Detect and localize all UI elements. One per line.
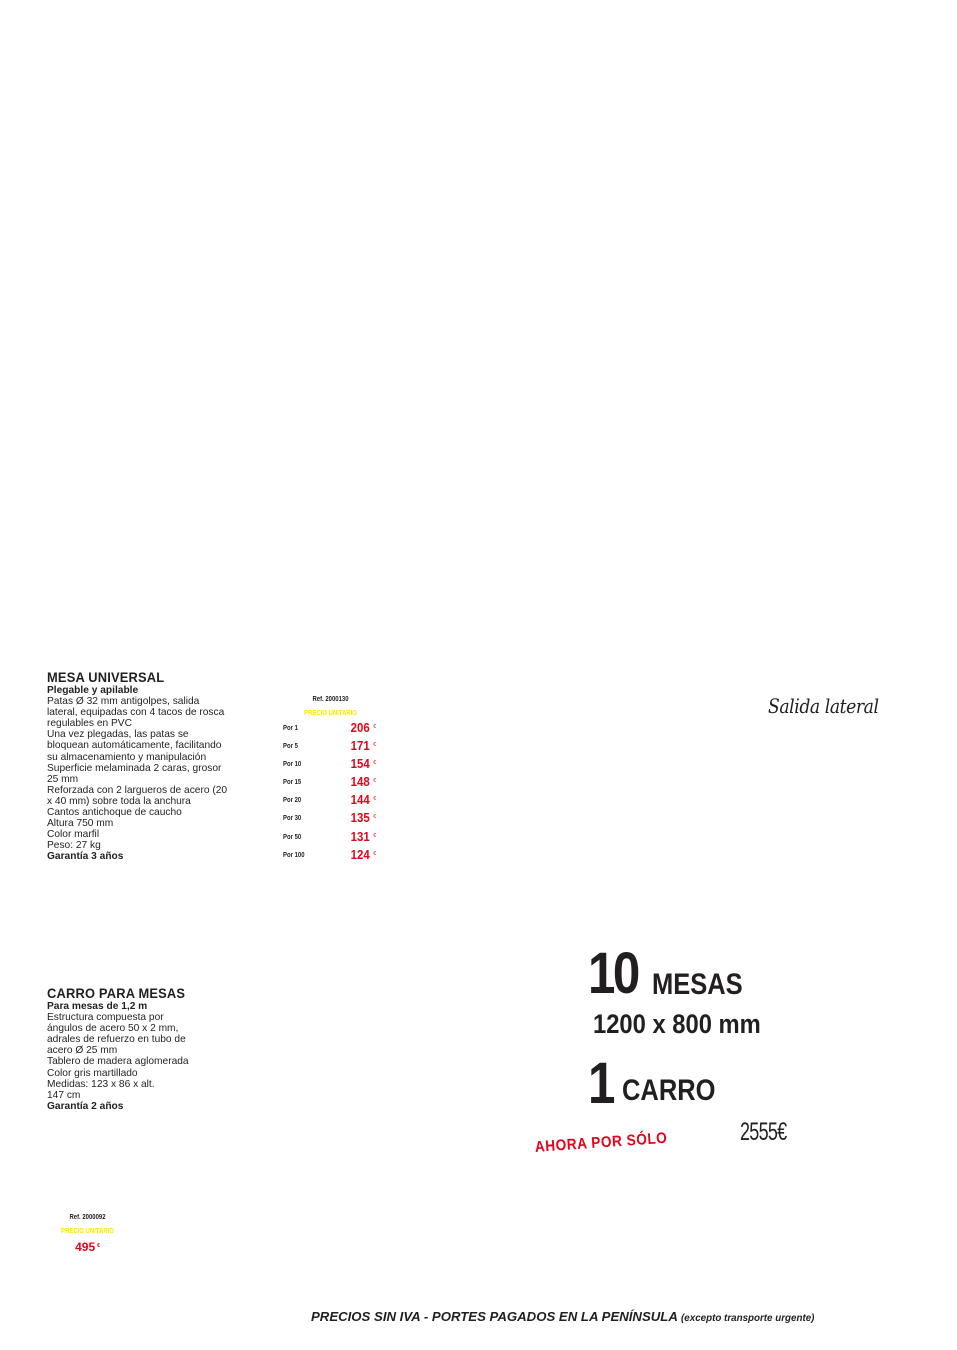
carro-line: adrales de refuerzo en tubo de [47,1034,186,1046]
price-row [283,756,378,774]
mesa-line: Patas Ø 32 mm antigolpes, salida [47,696,200,708]
mesa-line: Reforzada con 2 largueros de acero (20 [47,784,228,796]
carro-price-value: 495 [75,1240,96,1254]
carro-line: Color gris martillado [47,1067,138,1079]
price-row [283,829,378,847]
offer-carro-label: CARRO [622,1074,716,1107]
currency-symbol: € [373,760,376,767]
carro-description [47,1012,237,1112]
mesa-line: 25 mm [47,773,79,785]
price-value: 148 [350,774,370,790]
mesa-unit-price-label: PRECIO UNITARIO [304,710,357,717]
carro-line: ángulos de acero 50 x 2 mm, [47,1023,179,1035]
carro-price [45,1238,130,1255]
price-row [283,774,378,792]
mesa-line: regulables en PVC [47,718,132,730]
currency-symbol: € [97,1243,100,1249]
price-row [283,847,378,865]
price-row [283,792,378,810]
mesa-universal-block [47,669,267,863]
carro-price-block [45,1213,130,1255]
mesa-line: lateral, equipadas con 4 tacos de rosca [47,707,225,719]
footer-small: (excepto transporte urgente) [681,1313,815,1324]
price-qty: Por 50 [283,833,302,841]
price-qty: Por 30 [283,815,302,823]
currency-symbol: € [373,742,376,749]
mesa-ref: Ref. 2000130 [312,696,349,703]
currency-symbol: € [373,796,376,803]
carro-unit-price-label: PRECIO UNITARIO [61,1228,114,1235]
price-row [283,720,378,738]
currency-symbol: € [373,814,376,821]
price-value: 124 [350,846,370,862]
carro-warranty: Garantía 2 años [47,1100,124,1112]
carro-ref: Ref. 2000092 [69,1214,106,1221]
footer-main: PRECIOS SIN IVA - PORTES PAGADOS EN LA PENÍNSULA [311,1309,678,1324]
currency-symbol: € [373,832,376,839]
price-value: 206 [350,720,370,735]
price-value: 131 [350,828,370,844]
carro-line: Medidas: 123 x 86 x alt. [47,1078,155,1090]
price-row [283,738,378,756]
carro-subtitle: Para mesas de 1,2 m [47,1001,148,1012]
currency-symbol: € [373,778,376,785]
currency-symbol: € [373,724,376,730]
currency-symbol: € [373,850,376,857]
offer-carro-qty: 1 [588,1051,616,1116]
offer-mesas-qty: 10 [588,941,638,1006]
price-row [283,810,378,828]
price-qty: Por 10 [283,761,302,769]
footer-note [311,1309,814,1324]
carro-block [47,985,237,1112]
mesa-warranty: Garantía 3 años [47,851,124,863]
ahora-por-solo-label: AHORA POR SÓLO [534,1129,668,1156]
mesa-line: Altura 750 mm [47,818,114,830]
mesa-price-table [283,695,378,865]
offer-block [588,941,828,1145]
price-qty: Por 5 [283,743,298,751]
price-qty: Por 20 [283,797,302,805]
offer-total-price: 2555€ [740,1118,787,1146]
mesa-title: MESA UNIVERSAL [47,669,165,685]
mesa-line: Una vez plegadas, las patas se [47,729,189,741]
carro-line: Tablero de madera aglomerada [47,1056,189,1068]
carro-line: 147 cm [47,1089,81,1101]
price-value: 154 [350,756,370,772]
offer-dimensions: 1200 x 800 mm [593,1009,761,1039]
mesa-line: Color marfil [47,829,100,841]
mesa-line: x 40 mm) sobre toda la anchura [47,795,191,807]
mesa-line: Peso: 27 kg [47,840,101,852]
salida-lateral-caption: Salida lateral [768,694,879,718]
price-value: 171 [350,738,370,754]
mesa-line: Cantos antichoque de caucho [47,807,182,819]
mesa-line: bloquean automáticamente, facilitando [47,740,222,752]
carro-title: CARRO PARA MESAS [47,985,186,1001]
price-qty: Por 1 [283,725,298,732]
mesa-line: Superficie melaminada 2 caras, grosor [47,762,222,774]
offer-mesas-label: MESAS [652,968,743,1001]
price-qty: Por 15 [283,779,302,787]
carro-line: acero Ø 25 mm [47,1045,118,1057]
mesa-description [47,696,267,862]
price-qty: Por 100 [283,851,305,859]
price-value: 144 [350,792,370,808]
mesa-line: su almacenamiento y manipulación [47,751,207,763]
carro-line: Estructura compuesta por [47,1012,164,1024]
price-value: 135 [350,810,370,826]
mesa-subtitle: Plegable y apilable [47,685,139,696]
